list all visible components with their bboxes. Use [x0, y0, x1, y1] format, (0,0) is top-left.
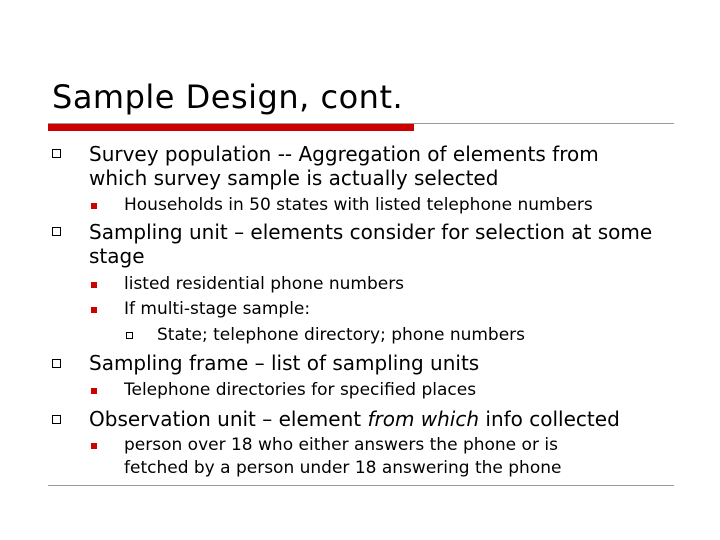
- title-accent-bar: [48, 124, 414, 131]
- point-4-italic: from which: [367, 407, 480, 431]
- bullet-2-2-icon: [91, 307, 97, 313]
- slide-title: Sample Design, cont.: [52, 78, 404, 116]
- point-4-sub-1: [124, 434, 561, 480]
- point-3-sub-1: Telephone directories for specified places: [124, 380, 477, 400]
- bottom-rule: [48, 485, 674, 486]
- bullet-2-2-1-icon: [126, 332, 133, 339]
- bullet-3-icon: [52, 359, 61, 368]
- bullet-3-1-icon: [91, 388, 97, 394]
- bullet-4-1-icon: [91, 443, 97, 449]
- point-4-line-1: [89, 407, 620, 431]
- point-2-line-2: stage: [89, 244, 145, 268]
- point-4-pre: Observation unit – element: [89, 407, 368, 431]
- point-2-text: [89, 220, 652, 268]
- point-4-sub-1-line-2: fetched by a person under 18 answering the phone: [124, 458, 562, 478]
- point-2-sub-1: listed residential phone numbers: [124, 274, 405, 294]
- point-2-line-1: Sampling unit – elements consider for selection at some: [89, 220, 653, 244]
- bullet-4-icon: [52, 415, 61, 424]
- point-2-sub-2: If multi-stage sample:: [124, 299, 311, 319]
- point-1-line-2: which survey sample is actually selected: [89, 166, 499, 190]
- bullet-2-1-icon: [91, 282, 97, 288]
- bullet-1-icon: [52, 149, 61, 158]
- bullet-1-1-icon: [91, 203, 97, 209]
- point-3-line-1: Sampling frame – list of sampling units: [89, 351, 480, 375]
- bullet-2-icon: [52, 227, 61, 236]
- point-1-text: [89, 142, 599, 190]
- point-4-sub-1-line-1: person over 18 who either answers the phone or is: [124, 435, 558, 455]
- point-1-line-1: Survey population -- Aggregation of elements from: [89, 142, 599, 166]
- point-4-post: info collected: [479, 407, 620, 431]
- point-1-sub-1: Households in 50 states with listed telephone numbers: [124, 195, 593, 215]
- point-2-sub-2-sub-1: State; telephone directory; phone numbers: [157, 325, 526, 345]
